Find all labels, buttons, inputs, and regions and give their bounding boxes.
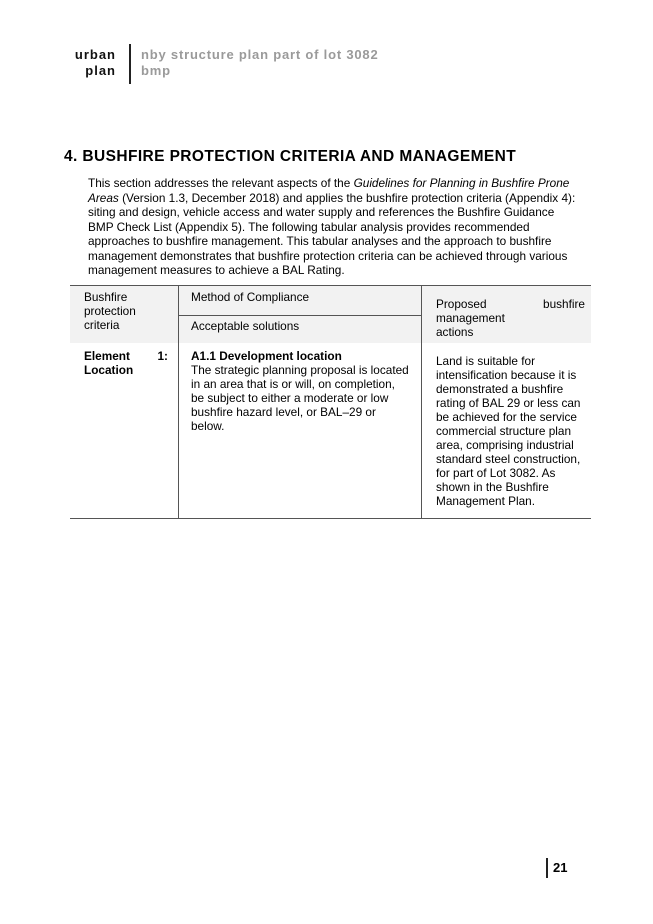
urban-plan-logo bbox=[70, 47, 116, 79]
solution-cell bbox=[179, 343, 422, 519]
header-method: Method of Compliance bbox=[179, 286, 422, 316]
section-heading: 4. BUSHFIRE PROTECTION CRITERIA AND MANAGEMENT bbox=[64, 148, 517, 165]
table-header-row bbox=[70, 286, 591, 316]
document-title bbox=[141, 47, 379, 79]
table-row bbox=[70, 343, 591, 519]
solution-text: The strategic planning proposal is located in an area that is or will, on completion, be subject to either a moderate or low bushfire hazard level, or BAL–29 or below. bbox=[191, 363, 409, 433]
element-cell bbox=[70, 343, 179, 519]
logo-line-plan: plan bbox=[85, 63, 116, 78]
header-divider bbox=[129, 44, 131, 84]
element-label: Element 1: bbox=[84, 349, 168, 363]
header-criteria: Bushfire protection criteria bbox=[70, 286, 179, 344]
document-title-line2: bmp bbox=[141, 63, 171, 78]
action-cell: Land is suitable for intensification because it is demonstrated a bushfire rating of BAL 29 or less can be achieved for the service commercial structure plan area, comprising industrial standard steel construction, for part of Lot 3082. As shown in the Bushfire Management Plan. bbox=[422, 343, 592, 519]
header-acceptable-solutions: Acceptable solutions bbox=[179, 316, 422, 344]
intro-paragraph bbox=[88, 176, 578, 278]
solution-title: A1.1 Development location bbox=[191, 349, 342, 363]
element-name: Location bbox=[84, 363, 134, 377]
header-actions bbox=[422, 286, 592, 344]
page-number: 21 bbox=[553, 860, 568, 875]
document-title-line1: nby structure plan part of lot 3082 bbox=[141, 47, 379, 62]
logo-line-urban: urban bbox=[74, 47, 116, 62]
header-actions-line1: Proposed bushfire management bbox=[436, 297, 585, 325]
header-actions-line2: actions bbox=[436, 325, 474, 339]
page-number-divider bbox=[546, 858, 548, 878]
intro-text-start: This section addresses the relevant aspects of the bbox=[88, 176, 354, 190]
intro-text-rest: (Version 1.3, December 2018) and applies the bushfire protection criteria (Appendix 4): siting and design, vehicle access and water supply and references the Bushfire Guidance BMP Check List (Appendix 5). The following tabular analysis provides recommended approaches to bushfire management. This tabular analyses and the approach to bushfire management demonstrates that bushfire protection criteria can be achieved through various management measures to achieve a BAL Rating. bbox=[88, 190, 576, 277]
bushfire-criteria-table bbox=[70, 285, 591, 519]
guidelines-title: Guidelines for Planning in Bushfire Prone Areas bbox=[88, 176, 570, 205]
